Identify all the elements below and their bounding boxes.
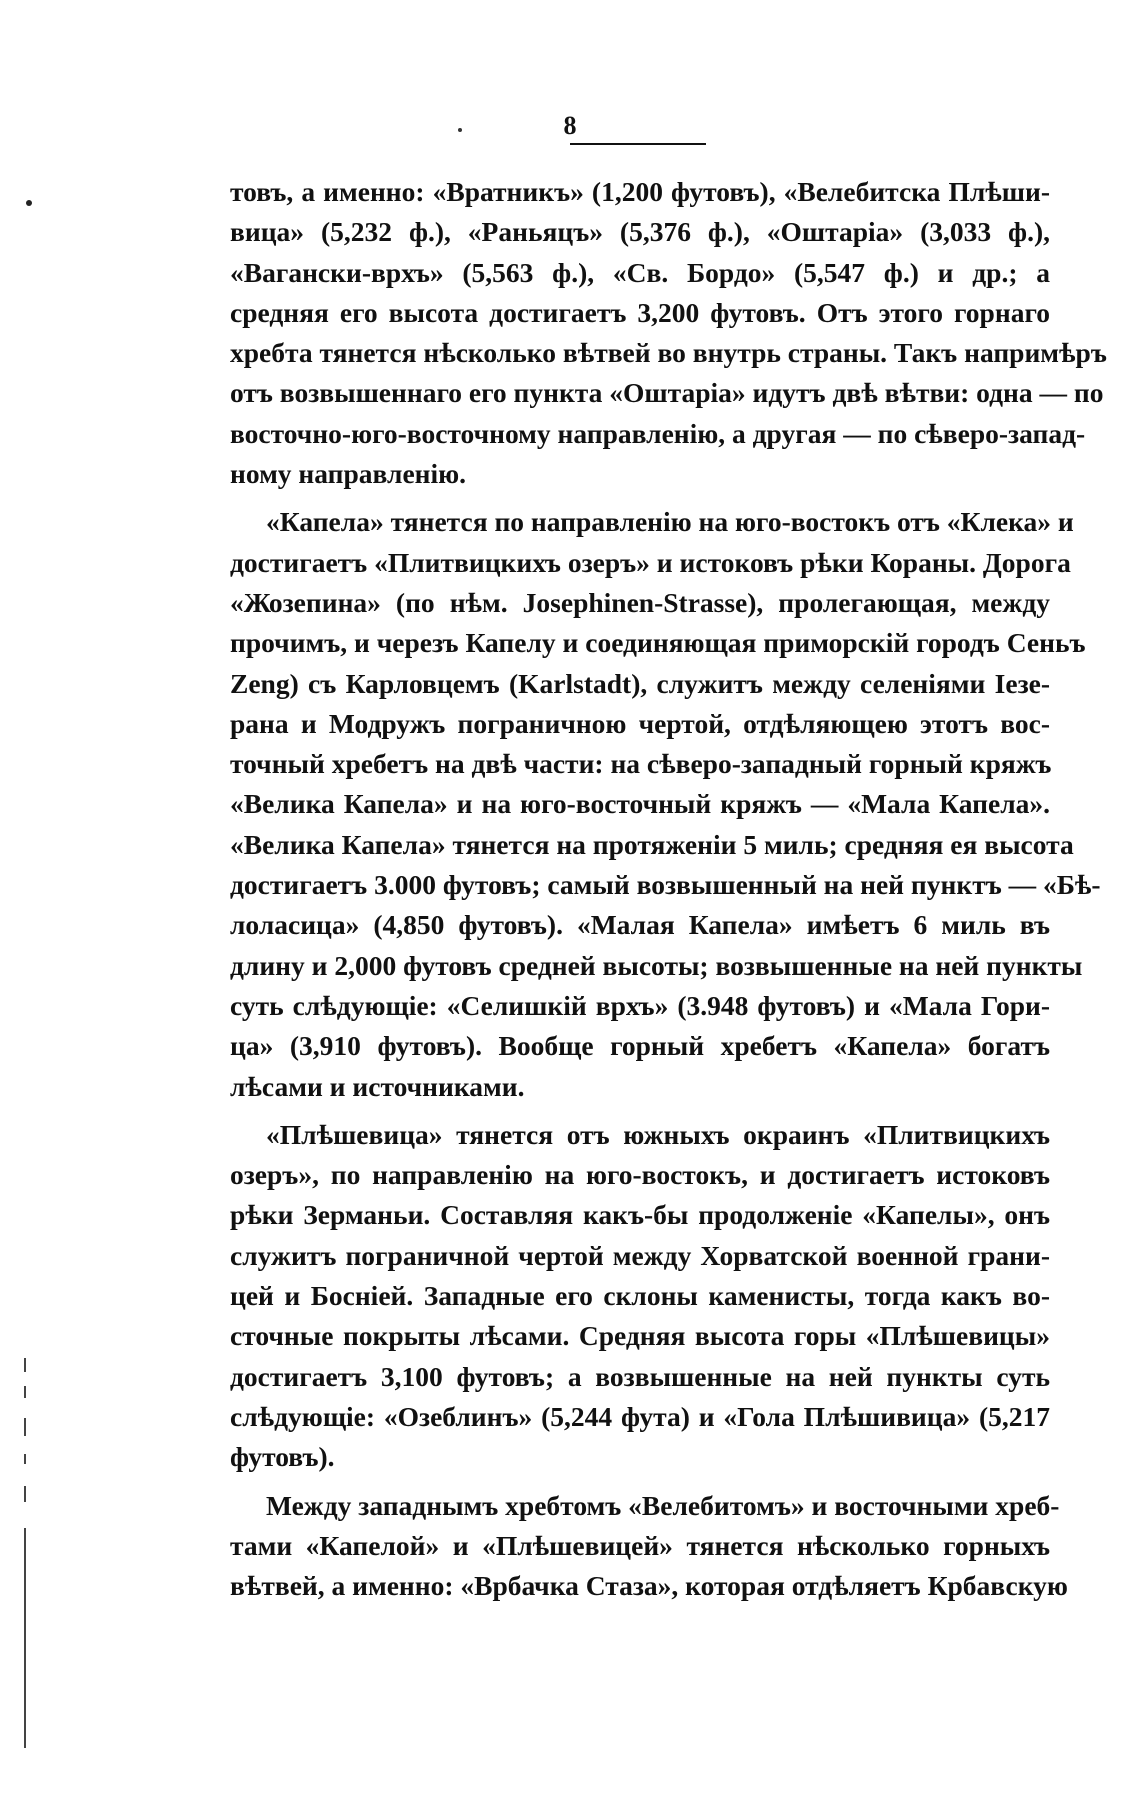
page-number-rule	[570, 143, 706, 145]
text-line: достигаетъ 3,100 футовъ; а возвышенные на ней пункты суть	[230, 1360, 1050, 1392]
text-line: достигаетъ «Плитвицкихъ озеръ» и истоковъ рѣки Кораны. Дорога	[230, 546, 1071, 578]
text-line: суть слѣдующіе: «Селишкій врхъ» (3.948 футовъ) и «Мала Гори-	[230, 989, 1050, 1021]
paragraph-2	[230, 502, 1101, 1106]
text-line: лѣсами и источниками.	[230, 1070, 525, 1102]
text-line: Zeng) съ Карловцемъ (Karlstadt), служитъ между селеніями Іезе-	[230, 667, 1050, 699]
margin-ink-dot	[26, 200, 32, 206]
text-line: «Жозепина» (по нѣм. Josephinen-Strasse), пролегающая, между	[230, 586, 1050, 618]
text-line: «Велика Капела» тянется на протяженіи 5 миль; средняя ея высота	[230, 828, 1074, 860]
text-line: Между западнымъ хребтомъ «Велебитомъ» и восточными хреб-	[266, 1489, 1060, 1521]
text-line: точный хребетъ на двѣ части: на сѣверо-западный горный кряжъ	[230, 748, 1052, 780]
text-line: лоласица» (4,850 футовъ). «Малая Капела» имѣетъ 6 миль въ	[230, 909, 1050, 941]
text-line: «Велика Капела» и на юго-восточный кряжъ — «Мала Капела».	[230, 788, 1050, 820]
text-line: тами «Капелой» и «Плѣшевицей» тянется нѣсколько горныхъ	[230, 1529, 1050, 1561]
text-line: восточно-юго-восточному направленію, а другая — по сѣверо-запад-	[230, 417, 1086, 449]
text-line: слѣдующіе: «Озеблинъ» (5,244 фута) и «Гола Плѣшивица» (5,217	[230, 1400, 1050, 1432]
text-line: товъ, а именно: «Вратникъ» (1,200 футовъ), «Велебитска Плѣши-	[230, 176, 1050, 207]
body-text	[230, 172, 1107, 1614]
text-line: прочимъ, и черезъ Капелу и соединяющая приморскій городъ Сеньъ	[230, 627, 1086, 659]
margin-scan-marks	[24, 1358, 26, 1748]
page-number: 8	[563, 111, 577, 140]
text-line: озеръ», по направленію на юго-востокъ, и достигаетъ истоковъ	[230, 1159, 1050, 1191]
paragraph-3	[230, 1115, 1050, 1478]
text-line: «Капела» тянется по направленію на юго-востокъ отъ «Клека» и	[266, 506, 1074, 538]
text-line: рана и Модружъ пограничною чертой, отдѣляющею этотъ вос-	[230, 707, 1050, 739]
ink-speck	[458, 128, 462, 132]
text-line: достигаетъ 3.000 футовъ; самый возвышенный на ней пунктъ — «Бѣ-	[230, 869, 1101, 901]
text-line: сточные покрыты лѣсами. Средняя высота горы «Плѣшевицы»	[230, 1320, 1050, 1352]
text-line: рѣки Зерманьи. Составляя какъ-бы продолженіе «Капелы», онъ	[230, 1199, 1050, 1231]
text-line: ца» (3,910 футовъ). Вообще горный хребетъ «Капела» богатъ	[230, 1030, 1050, 1062]
text-line: цей и Босніей. Западные его склоны каменисты, тогда какъ во-	[230, 1280, 1050, 1312]
text-line: служитъ пограничной чертой между Хорватской военной грани-	[230, 1239, 1050, 1271]
text-line: футовъ).	[230, 1441, 335, 1473]
text-line: средняя его высота достигаетъ 3,200 футовъ. Отъ этого горнаго	[230, 296, 1050, 328]
text-line: хребта тянется нѣсколько вѣтвей во внутрь страны. Такъ напримѣръ	[230, 337, 1107, 369]
text-line: отъ возвышеннаго его пункта «Оштаріа» идутъ двѣ вѣтви: одна — по	[230, 377, 1104, 409]
text-line: ному направленію.	[230, 458, 467, 490]
text-line: длину и 2,000 футовъ средней высоты; возвышенные на ней пункты	[230, 949, 1083, 981]
text-line: «Плѣшевица» тянется отъ южныхъ окраинъ «Плитвицкихъ	[266, 1118, 1050, 1150]
text-line: вица» (5,232 ф.), «Раньяцъ» (5,376 ф.), «Оштаріа» (3,033 ф.),	[230, 216, 1050, 248]
text-line: вѣтвей, а именно: «Врбачка Стаза», которая отдѣляетъ Крбавскую	[230, 1570, 1068, 1602]
paragraph-4	[230, 1486, 1068, 1607]
paragraph-1	[230, 172, 1107, 494]
text-line: «Вагански-врхъ» (5,563 ф.), «Св. Бордо» (5,547 ф.) и др.; а	[230, 256, 1050, 288]
